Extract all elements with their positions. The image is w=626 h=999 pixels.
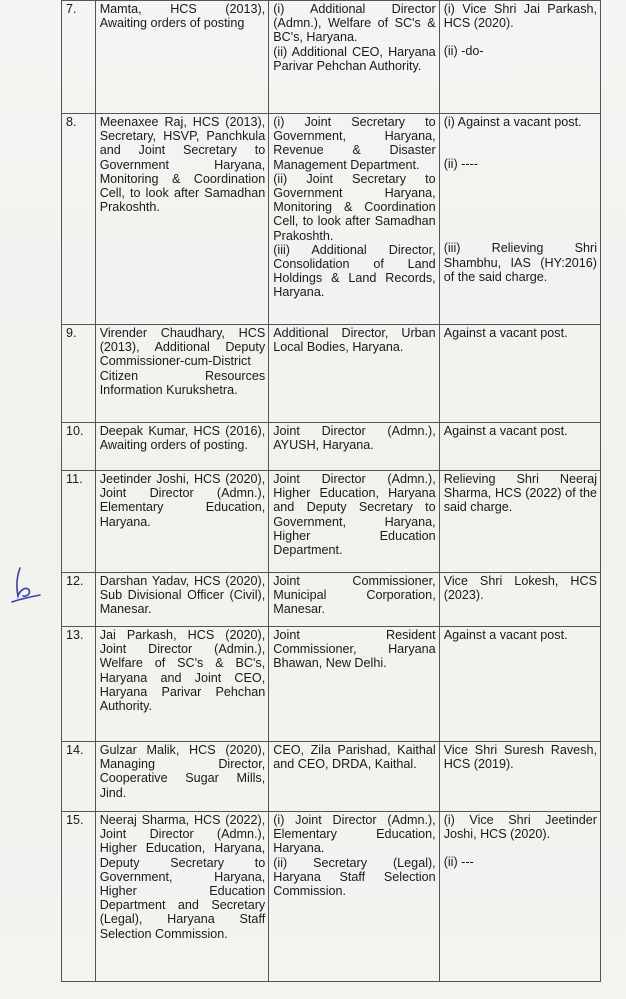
new-posting (269, 1, 439, 114)
table-row (62, 471, 601, 573)
new-posting (269, 812, 439, 982)
handwritten-initials (8, 566, 42, 606)
serial-number: 12. (62, 573, 96, 627)
serial-number: 15. (62, 812, 96, 982)
serial-number: 11. (62, 471, 96, 573)
table-row (62, 423, 601, 471)
remark-item: (ii) -do- (443, 44, 484, 59)
remark-item: (i) Vice Shri Jai Parkash, HCS (2020). (443, 2, 597, 31)
remarks: Relieving Shri Neeraj Sharma, HCS (2022) of the said charge. (439, 471, 600, 573)
table-row (62, 1, 601, 114)
posting-item: (iii) Additional Director, Consolidation of Land Holdings & Land Records, Haryana. (273, 242, 436, 300)
remark-item: (ii) --- (443, 855, 474, 870)
officer-details: Jai Parkash, HCS (2020), Joint Director (Admin.), Welfare of SC's & BC's, Haryana and Joint CEO, Haryana Parivar Pehchan Authority. (95, 627, 269, 742)
posting-item: (ii) Secretary (Legal), Haryana Staff Selection Commission. (273, 855, 436, 899)
serial-number: 9. (62, 325, 96, 423)
new-posting: Joint Resident Commissioner, Haryana Bhawan, New Delhi. (269, 627, 439, 742)
remarks (439, 1, 600, 114)
officer-details: Meenaxee Raj, HCS (2013), Secretary, HSVP, Panchkula and Joint Secretary to Government Haryana, Monitoring & Coordination Cell, to look after Samadhan Prakoshth. (95, 114, 269, 325)
officer-details: Neeraj Sharma, HCS (2022), Joint Director (Admn.), Higher Education, Haryana, Deputy Secretary to Government, Haryana, Higher Education Department and Secretary (Legal), Haryana Staff Selection Commission. (95, 812, 269, 982)
officer-details: Deepak Kumar, HCS (2016), Awaiting orders of posting. (95, 423, 269, 471)
posting-item: (ii) Additional CEO, Haryana Parivar Pehchan Authority. (273, 44, 436, 73)
serial-number: 7. (62, 1, 96, 114)
serial-number: 14. (62, 742, 96, 812)
new-posting: Additional Director, Urban Local Bodies, Haryana. (269, 325, 439, 423)
officer-details: Darshan Yadav, HCS (2020), Sub Divisional Officer (Civil), Manesar. (95, 573, 269, 627)
officer-details: Jeetinder Joshi, HCS (2020), Joint Director (Admn.), Elementary Education, Haryana. (95, 471, 269, 573)
serial-number: 10. (62, 423, 96, 471)
officer-details: Gulzar Malik, HCS (2020), Managing Director, Cooperative Sugar Mills, Jind. (95, 742, 269, 812)
posting-item: (i) Additional Director (Admn.), Welfare of SC's & BC's, Haryana. (273, 2, 436, 45)
officer-details: Virender Chaudhary, HCS (2013), Additional Deputy Commissioner-cum-District Citizen Resources Information Kurukshetra. (95, 325, 269, 423)
new-posting (269, 114, 439, 325)
table-row (62, 325, 601, 423)
posting-orders-table (61, 0, 601, 982)
new-posting: Joint Director (Admn.), Higher Education, Haryana and Deputy Secretary to Government, Haryana, Higher Education Department. (269, 471, 439, 573)
serial-number: 13. (62, 627, 96, 742)
table-row (62, 627, 601, 742)
table-row (62, 742, 601, 812)
new-posting: Joint Director (Admn.), AYUSH, Haryana. (269, 423, 439, 471)
remark-item: (iii) Relieving Shri Shambhu, IAS (HY:2016) of the said charge. (443, 241, 597, 284)
remarks: Vice Shri Lokesh, HCS (2023). (439, 573, 600, 627)
remark-item: (ii) ---- (443, 157, 478, 172)
remarks: Vice Shri Suresh Ravesh, HCS (2019). (439, 742, 600, 812)
remark-item: (i) Vice Shri Jeetinder Joshi, HCS (2020). (443, 813, 597, 842)
officer-details: Mamta, HCS (2013), Awaiting orders of posting (95, 1, 269, 114)
remark-item: (i) Against a vacant post. (443, 115, 582, 129)
remarks: Against a vacant post. (439, 325, 600, 423)
new-posting: Joint Commissioner, Municipal Corporation, Manesar. (269, 573, 439, 627)
table-row (62, 573, 601, 627)
remarks (439, 812, 600, 982)
posting-item: (ii) Joint Secretary to Government Haryana, Monitoring & Coordination Cell, to look after Samadhan Prakoshth. (273, 171, 436, 243)
remarks: Against a vacant post. (439, 627, 600, 742)
posting-item: (i) Joint Secretary to Government, Haryana, Revenue & Disaster Management Department. (273, 115, 436, 172)
remarks (439, 114, 600, 325)
table-row (62, 114, 601, 325)
remarks: Against a vacant post. (439, 423, 600, 471)
posting-item: (i) Joint Director (Admn.), Elementary Education, Haryana. (273, 813, 436, 856)
new-posting: CEO, Zila Parishad, Kaithal and CEO, DRDA, Kaithal. (269, 742, 439, 812)
table-row (62, 812, 601, 982)
serial-number: 8. (62, 114, 96, 325)
